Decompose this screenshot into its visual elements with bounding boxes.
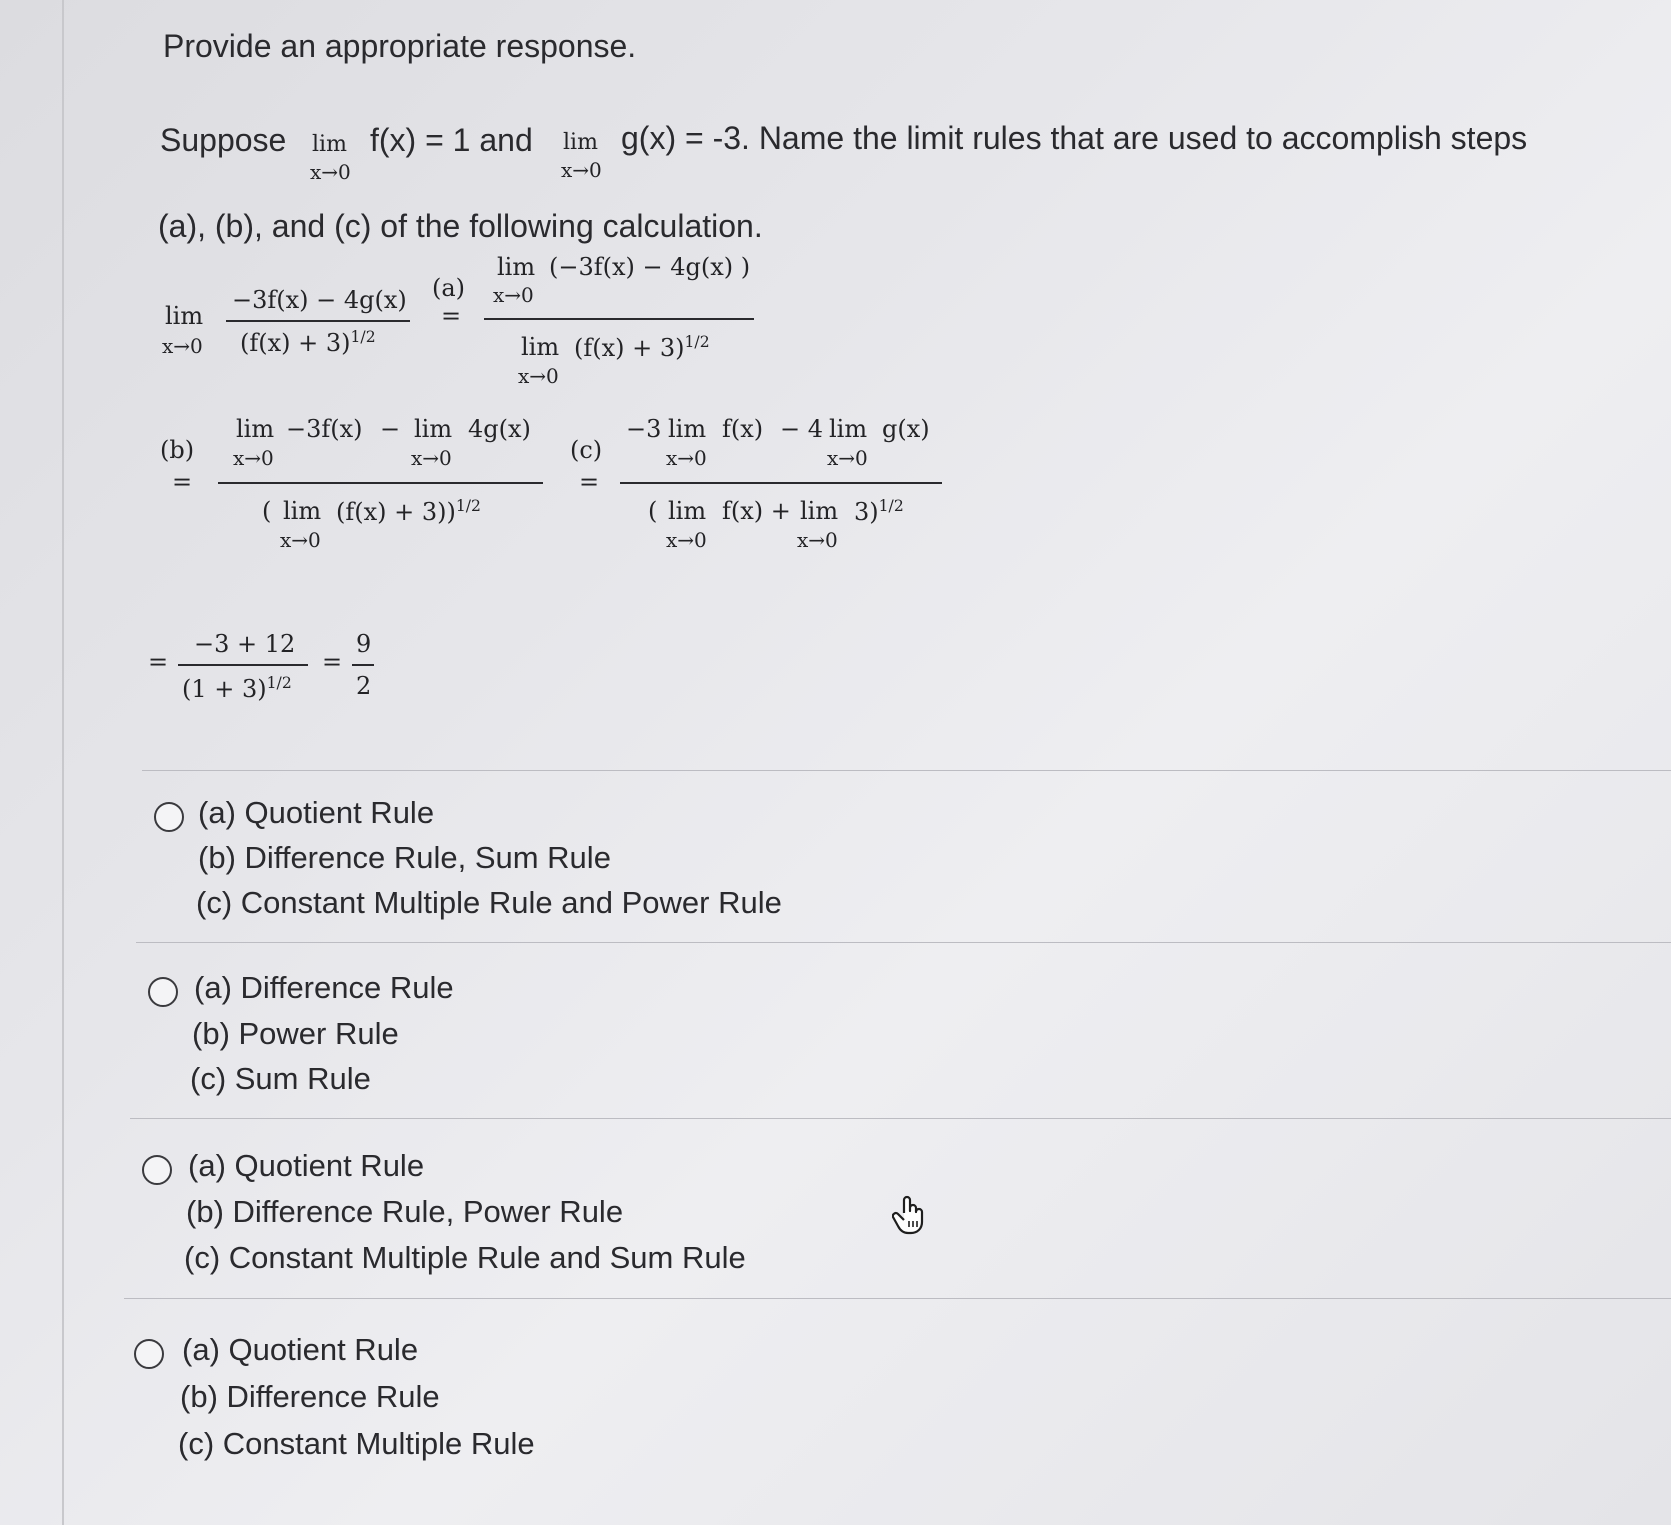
- c-num-fx: f(x): [722, 415, 764, 443]
- option-1-line-a: (a) Quotient Rule: [198, 795, 435, 830]
- b-den-limit-sub: x→0: [280, 528, 321, 552]
- b-denominator: (f(x) + 3))$^{1/2}$: [336, 497, 481, 526]
- b-num-term-1: −3f(x): [286, 415, 363, 443]
- c-den-open: (: [648, 497, 658, 525]
- c-den-lim-2: lim: [800, 497, 839, 525]
- window-edge: [62, 0, 64, 1525]
- a-num-lim: lim: [497, 253, 536, 281]
- c-num-lim-2: lim: [829, 415, 868, 443]
- question-title: Provide an appropriate response.: [163, 28, 637, 64]
- result-numerator: 9: [356, 630, 372, 658]
- result-denominator: 2: [356, 672, 372, 700]
- c-denominator-end: 3)$^{1/2}$: [854, 497, 904, 526]
- separator-4: [124, 1298, 1671, 1299]
- intro-fx-condition: f(x) = 1 and: [370, 122, 533, 158]
- option-2-line-b: (b) Power Rule: [192, 1016, 399, 1051]
- b-num-lim-1: lim: [236, 415, 275, 443]
- option-3-radio[interactable]: [142, 1155, 172, 1185]
- c-den-limit-sub-2: x→0: [797, 528, 838, 552]
- a-den-limit-sub: x→0: [518, 364, 559, 388]
- hand-cursor-icon: [892, 1195, 928, 1240]
- step-a-equals: =: [441, 302, 462, 330]
- final-numerator: −3 + 12: [194, 630, 296, 658]
- c-num-limit-sub-2: x→0: [827, 446, 868, 470]
- option-2-line-a: (a) Difference Rule: [194, 970, 454, 1005]
- a-den-lim: lim: [521, 333, 560, 361]
- separator-1: [142, 770, 1671, 771]
- intro-lim-1: lim: [312, 132, 347, 157]
- intro-lim-2: lim: [563, 130, 598, 155]
- final-fraction-bar: [178, 664, 308, 666]
- intro-line-2: (a), (b), and (c) of the following calculation.: [158, 208, 763, 244]
- option-1-radio[interactable]: [154, 802, 184, 832]
- intro-limit-sub-1: x→0: [310, 160, 351, 184]
- option-3-line-a: (a) Quotient Rule: [188, 1148, 425, 1183]
- a-denominator: $(f(x) + 3)^{1/2}$: [574, 333, 710, 362]
- intro-limit-sub-2: x→0: [561, 158, 602, 182]
- intro-gx-condition: g(x) = -3. Name the limit rules that are used to accomplish steps: [621, 120, 1528, 156]
- option-1-line-b: (b) Difference Rule, Sum Rule: [198, 840, 611, 875]
- option-3-line-b: (b) Difference Rule, Power Rule: [186, 1194, 624, 1229]
- b-num-lim-2: lim: [414, 415, 453, 443]
- c-num-coef-1: −3: [626, 415, 662, 443]
- option-2-line-c: (c) Sum Rule: [190, 1061, 371, 1096]
- lhs-fraction-bar: [226, 320, 410, 322]
- c-den-fx: f(x) +: [722, 497, 791, 525]
- step-b-equals: =: [172, 468, 193, 496]
- step-c-label: (c): [570, 436, 603, 464]
- c-num-coef-2: − 4: [780, 415, 824, 443]
- lhs-lim: lim: [165, 302, 204, 330]
- lhs-denominator: $(f(x) + 3)^{1/2}$: [240, 328, 376, 357]
- b-num-limit-sub-1: x→0: [233, 446, 274, 470]
- final-denominator: $(1 + 3)^{1/2}$: [182, 674, 292, 703]
- lhs-limit-sub: x→0: [162, 334, 203, 358]
- option-2-radio[interactable]: [148, 977, 178, 1007]
- option-3-line-c: (c) Constant Multiple Rule and Sum Rule: [184, 1240, 746, 1275]
- step-c-equals: =: [579, 468, 600, 496]
- option-4-line-a: (a) Quotient Rule: [182, 1332, 419, 1367]
- b-den-open: (: [262, 497, 272, 525]
- b-num-minus: −: [380, 415, 401, 443]
- result-equals: =: [322, 648, 343, 676]
- separator-2: [136, 942, 1671, 943]
- final-equals: =: [148, 648, 169, 676]
- step-b-label: (b): [160, 436, 195, 464]
- c-den-lim-1: lim: [668, 497, 707, 525]
- a-numerator: (−3f(x) − 4g(x) ): [549, 253, 751, 281]
- option-1-line-c: (c) Constant Multiple Rule and Power Rule: [196, 885, 782, 920]
- b-num-limit-sub-2: x→0: [411, 446, 452, 470]
- a-fraction-bar: [484, 318, 754, 320]
- intro-suppose: Suppose: [160, 122, 287, 158]
- c-num-lim-1: lim: [668, 415, 707, 443]
- result-fraction-bar: [352, 664, 374, 666]
- c-num-gx: g(x): [882, 415, 930, 443]
- b-den-lim: lim: [283, 497, 322, 525]
- c-num-limit-sub-1: x→0: [666, 446, 707, 470]
- b-num-term-2: 4g(x): [468, 415, 531, 443]
- c-fraction-bar: [620, 482, 942, 484]
- option-4-line-b: (b) Difference Rule: [180, 1379, 440, 1414]
- lhs-numerator: −3f(x) − 4g(x): [232, 286, 407, 314]
- option-4-radio[interactable]: [134, 1339, 164, 1369]
- a-num-limit-sub: x→0: [493, 283, 534, 307]
- option-4-line-c: (c) Constant Multiple Rule: [178, 1426, 535, 1461]
- separator-3: [130, 1118, 1671, 1119]
- b-fraction-bar: [218, 482, 543, 484]
- c-den-limit-sub-1: x→0: [666, 528, 707, 552]
- step-a-label: (a): [432, 274, 466, 302]
